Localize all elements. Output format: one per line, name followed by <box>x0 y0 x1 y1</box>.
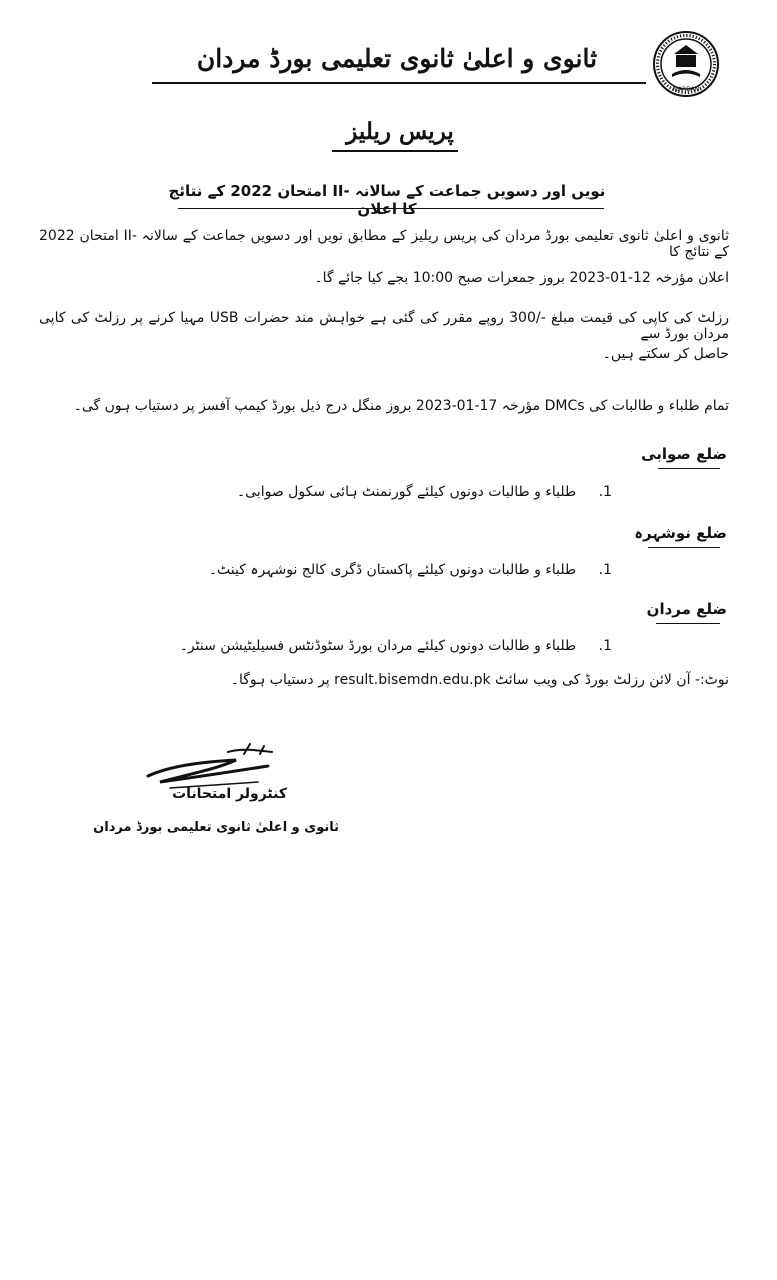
board-name-heading: ثانوی و اعلیٰ ثانوی تعلیمی بورڈ مردان <box>196 44 598 73</box>
paragraph-dmc-availability: تمام طلباء و طالبات کی DMCs مؤرخہ 17-01-2023 بروز منگل درج ذیل بورڈ کیمپ آفسز پر دستیاب ہوں گی۔ <box>73 398 729 414</box>
list-item-number: 1. <box>598 562 612 578</box>
paragraph-result-announcement-line-1: ثانوی و اعلیٰ ثانوی تعلیمی بورڈ مردان کی پریس ریلیز کے مطابق نویں اور دسویں جماعت کے سالانہ -II امتحان 2022 کے نتائج کا <box>39 228 729 260</box>
paragraph-result-copy-line-2: حاصل کر سکتے ہیں۔ <box>602 346 729 362</box>
online-result-note: نوٹ:- آن لائن رزلٹ بورڈ کی ویب سائٹ result.bisemdn.edu.pk پر دستیاب ہوگا۔ <box>230 672 729 688</box>
list-item-number: 1. <box>598 484 612 500</box>
district-heading-swabi: ضلع صوابی <box>641 445 727 463</box>
list-item <box>209 562 612 578</box>
press-release-underline <box>332 150 458 152</box>
paragraph-result-announcement-line-2: اعلان مؤرخہ 12-01-2023 بروز جمعرات صبح 10:00 بجے کیا جائے گا۔ <box>314 270 729 286</box>
district-underline <box>656 623 720 624</box>
signatory-title: کنٹرولر امتحانات <box>172 786 287 802</box>
centre-text: طلباء و طالبات دونوں کیلئے پاکستان ڈگری کالج نوشہرہ کینٹ۔ <box>208 562 577 578</box>
centre-text: طلباء و طالبات دونوں کیلئے مردان بورڈ سٹوڈنٹس فسیلیٹیشن سنٹر۔ <box>179 638 577 654</box>
title-underline <box>152 82 646 84</box>
district-underline <box>658 468 720 469</box>
board-logo-icon <box>652 30 720 98</box>
signatory-board: ثانوی و اعلیٰ ثانوی تعلیمی بورڈ مردان <box>93 820 339 835</box>
svg-text:MARDAN: MARDAN <box>672 86 700 93</box>
district-underline <box>648 547 720 548</box>
paragraph-result-copy-line-1: رزلٹ کی کاپی کی قیمت مبلغ -/300 روپے مقرر کی گئی ہے خواہش مند حضرات USB مہیا کرنے پر رزلٹ کی کاپی مردان بورڈ سے <box>39 310 729 342</box>
press-release-title: پریس ریلیز <box>346 118 454 145</box>
district-heading-mardan: ضلع مردان <box>646 600 727 618</box>
list-item-number: 1. <box>598 638 612 654</box>
centre-text: طلباء و طالبات دونوں کیلئے گورنمنٹ ہائی سکول صوابی۔ <box>236 484 577 500</box>
district-heading-nowshera: ضلع نوشہرہ <box>634 524 727 542</box>
list-item <box>180 638 612 654</box>
announcement-headline: نویں اور دسویں جماعت کے سالانہ -II امتحان 2022 کے نتائج کا اعلان <box>168 182 606 218</box>
headline-underline <box>178 208 604 209</box>
list-item <box>237 484 612 500</box>
